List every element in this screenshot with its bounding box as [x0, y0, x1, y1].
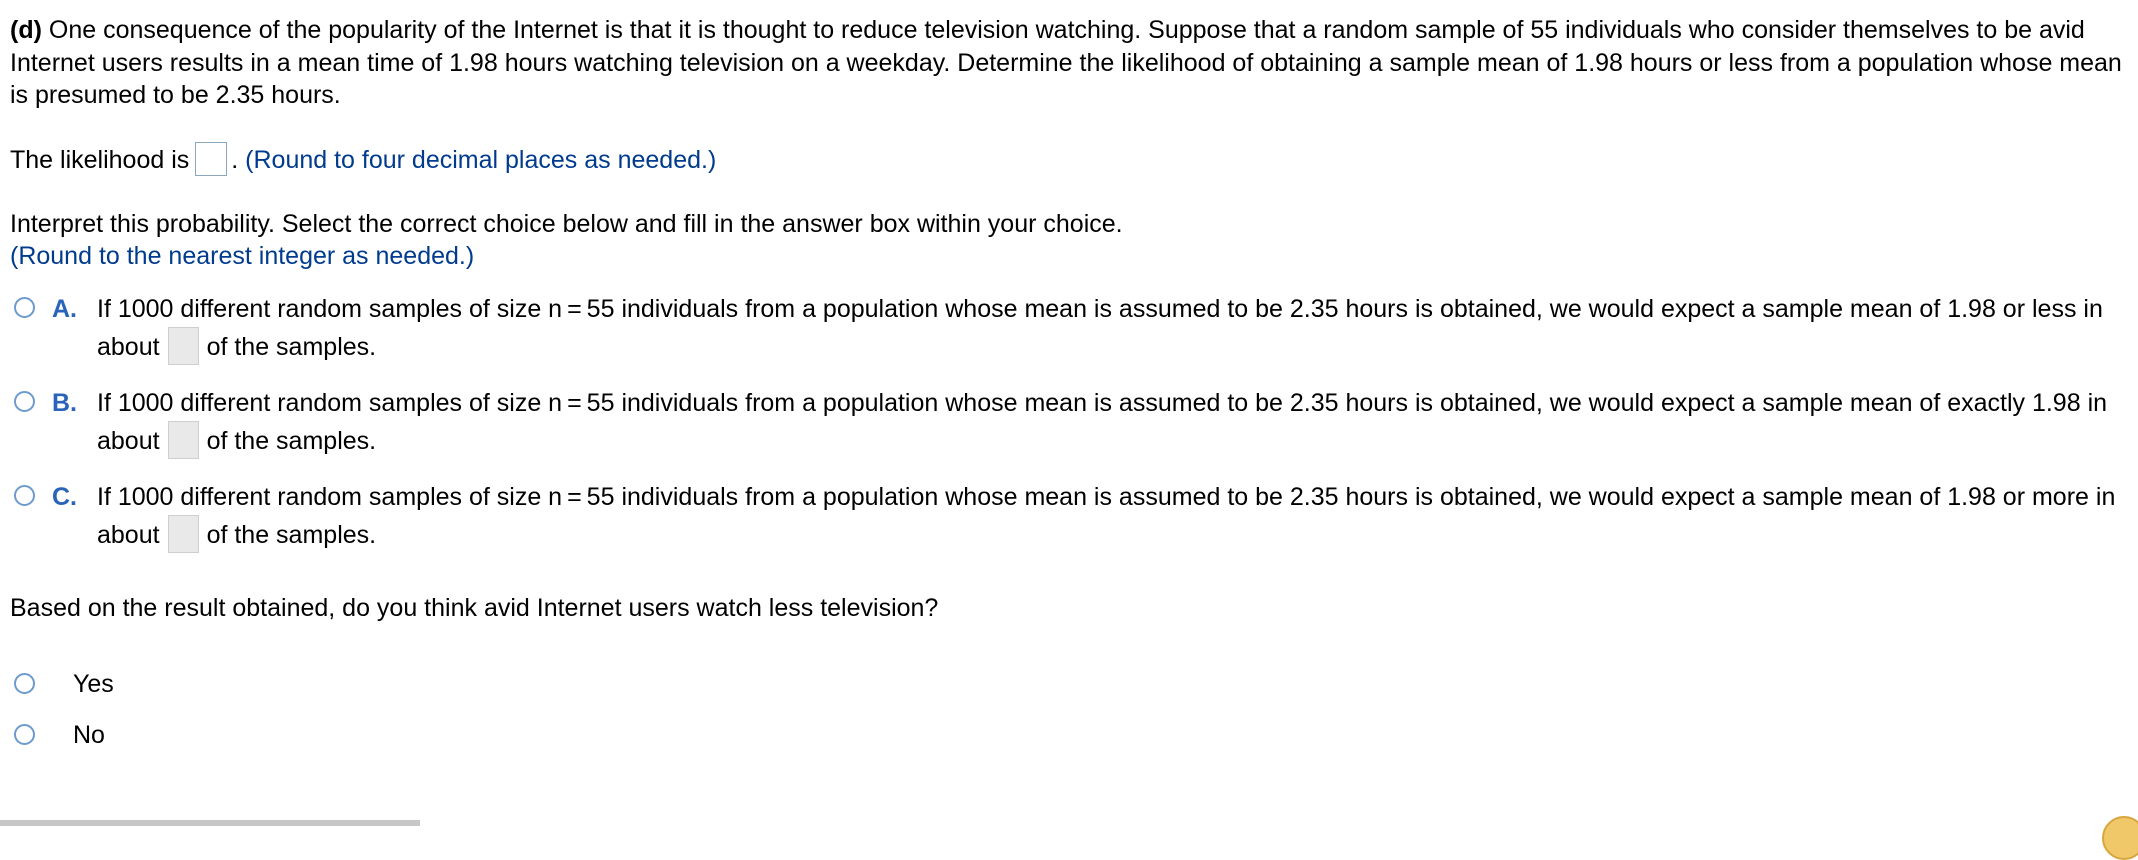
option-no-radio[interactable] — [14, 724, 35, 745]
choice-b-before: If 1000 different random samples of size n = 55 individuals from a population whose mean is assumed to be 2.35 hours is obtained, we would expect a sample mean of exactly 1.98 in about — [97, 389, 2108, 455]
choice-a-answer-box[interactable] — [168, 327, 199, 365]
choice-a-after: of the samples. — [206, 333, 377, 361]
likelihood-suffix: . — [231, 146, 239, 174]
help-badge-icon[interactable] — [2102, 816, 2138, 860]
choice-a-before: If 1000 different random samples of size n = 55 individuals from a population whose mean is assumed to be 2.35 hours is obtained, we would expect a sample mean of 1.98 or less in about — [97, 295, 2103, 361]
choice-b-answer-box[interactable] — [168, 421, 199, 459]
option-yes[interactable] — [14, 667, 114, 701]
interpret-rounding-note: (Round to the nearest integer as needed.) — [10, 242, 475, 270]
choice-b-letter: B. — [52, 389, 77, 417]
choice-b-text — [97, 384, 2122, 461]
choice-c-after: of the samples. — [206, 521, 377, 549]
option-no-label: No — [73, 721, 105, 749]
problem-statement — [10, 14, 2128, 112]
choice-c-before: If 1000 different random samples of size n = 55 individuals from a population whose mean is assumed to be 2.35 hours is obtained, we would expect a sample mean of 1.98 or more in about — [97, 483, 2116, 549]
likelihood-answer-box[interactable] — [195, 142, 227, 176]
likelihood-row — [10, 144, 716, 178]
choice-a-text — [97, 290, 2122, 367]
followup-question: Based on the result obtained, do you think avid Internet users watch less television? — [10, 594, 939, 622]
choice-c-text — [97, 478, 2122, 555]
likelihood-rounding-note: (Round to four decimal places as needed.) — [245, 146, 717, 174]
choice-b-radio[interactable] — [14, 391, 35, 412]
choice-a-letter: A. — [52, 295, 77, 323]
choice-b-after: of the samples. — [206, 427, 377, 455]
choice-c-letter: C. — [52, 483, 77, 511]
part-label: (d) — [10, 16, 42, 44]
likelihood-prefix: The likelihood is — [10, 146, 190, 174]
choice-a-radio[interactable] — [14, 297, 35, 318]
interpret-instruction: Interpret this probability. Select the correct choice below and fill in the answer box within your choice. — [10, 210, 1123, 238]
cropped-bottom-text — [0, 820, 420, 826]
choice-c[interactable] — [12, 478, 2122, 555]
choice-b[interactable] — [12, 384, 2122, 461]
choice-c-radio[interactable] — [14, 485, 35, 506]
option-yes-radio[interactable] — [14, 673, 35, 694]
problem-text: One consequence of the popularity of the Internet is that it is thought to reduce television watching. Suppose that a random sample of 55 individuals who consider themselves to be avid Internet users results in a mean time of 1.98 hours watching television on a weekday. Determine the likelihood of obtaining a sample mean of 1.98 hours or less from a population whose mean is presumed to be 2.35 hours. — [10, 16, 2122, 109]
option-no[interactable] — [14, 718, 105, 752]
choice-a[interactable] — [12, 290, 2122, 367]
choice-c-answer-box[interactable] — [168, 515, 199, 553]
option-yes-label: Yes — [73, 670, 114, 698]
